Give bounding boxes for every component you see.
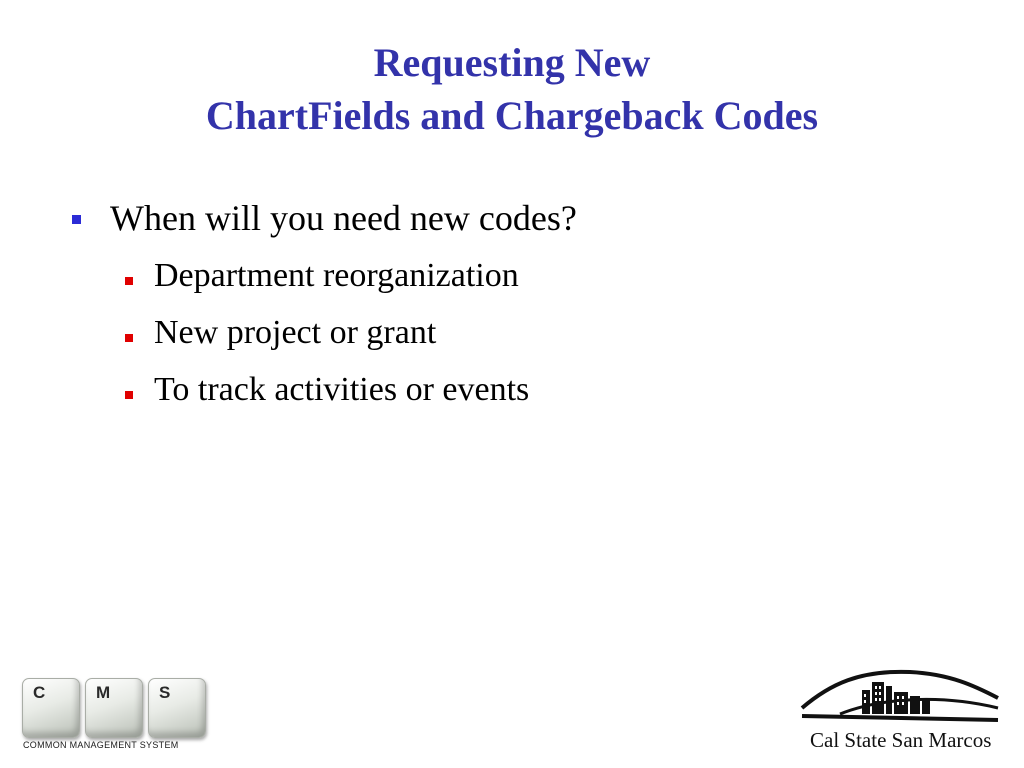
- sub-bullet-item: Department reorganization: [154, 257, 519, 294]
- sub-bullet-square-icon: [125, 334, 133, 342]
- keyboard-key-s: S: [148, 678, 206, 738]
- csusm-logo: [800, 664, 1000, 754]
- bullet-square-icon: [72, 215, 81, 224]
- sub-bullet-square-icon: [125, 277, 133, 285]
- keyboard-key-c: C: [22, 678, 80, 738]
- campus-skyline-icon: [800, 664, 1000, 726]
- sub-bullet-item: New project or grant: [154, 314, 437, 351]
- cms-caption: COMMON MANAGEMENT SYSTEM: [23, 740, 179, 750]
- slide-title-line-2: ChartFields and Chargeback Codes: [205, 93, 819, 138]
- slide-title: [0, 36, 1024, 142]
- csusm-wordmark: Cal State San Marcos: [810, 728, 992, 752]
- keyboard-key-m: M: [85, 678, 143, 738]
- bullet-main: When will you need new codes?: [110, 198, 577, 238]
- sub-bullet-square-icon: [125, 391, 133, 399]
- cms-logo: [20, 678, 220, 758]
- slide-title-line-1: Requesting New: [373, 40, 651, 85]
- sub-bullet-item: To track activities or events: [154, 371, 530, 408]
